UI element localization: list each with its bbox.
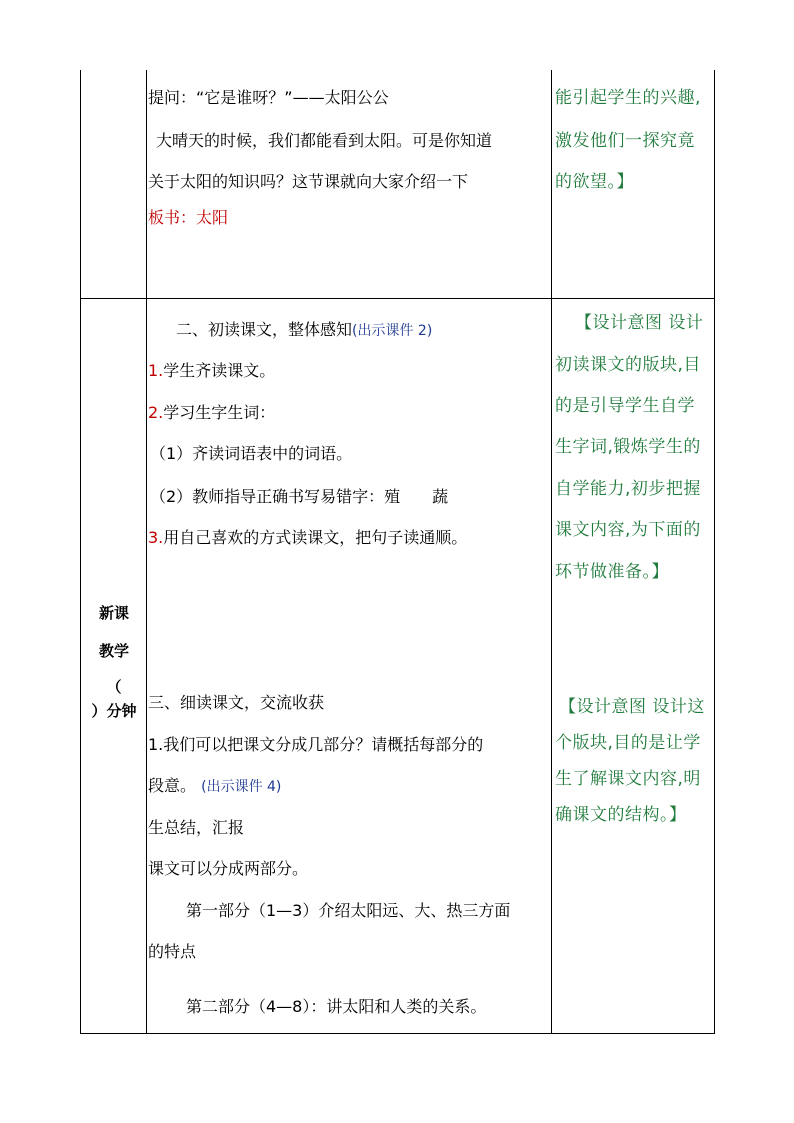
section3-question-cont-text: 段意。	[148, 776, 197, 795]
design-intent-3-line4: 确课文的结构。】	[555, 805, 687, 825]
section3-heading: 三、细读课文，交流收获	[148, 693, 325, 712]
item1-text: 学生齐读课文。	[163, 361, 276, 380]
section2-item1	[148, 361, 275, 381]
stage-label-line4: ）分钟	[91, 702, 137, 720]
table-divider-col2	[551, 70, 552, 1034]
design-intent-1-line2: 激发他们一探究竟	[555, 131, 695, 151]
table-border-left	[80, 70, 81, 1034]
design-intent-1-line3: 的欲望。】	[555, 172, 634, 192]
design-intent-2-line1: 【设计意图 设计	[575, 313, 704, 333]
table-divider-col1	[146, 70, 147, 1034]
design-intent-2-line5: 自学能力,初步把握	[555, 479, 701, 499]
section2-sub2: （2）教师指导正确书写易错字：殖 蔬	[150, 487, 449, 506]
section3-part1-cont: 的特点	[148, 942, 197, 961]
section2-heading	[176, 320, 432, 341]
section3-part2: 第二部分（4—8）：讲太阳和人类的关系。	[186, 997, 487, 1016]
item3-number: 3.	[148, 528, 164, 547]
board-note: 板书：太阳	[148, 208, 229, 227]
section2-heading-text: 二、初读课文，整体感知	[176, 320, 353, 339]
stage-label-line1: 新课	[98, 604, 129, 622]
stage-label-line3: （	[106, 678, 122, 696]
section3-summary: 生总结，汇报	[148, 818, 245, 837]
section3-question: 1.我们可以把课文分成几部分？请概括每部分的	[148, 735, 484, 754]
design-intent-2-line6: 课文内容,为下面的	[555, 520, 701, 540]
design-intent-3-line2: 个版块,目的是让学	[555, 733, 701, 753]
table-row-divider	[80, 298, 715, 299]
item1-number: 1.	[148, 361, 164, 380]
item3-text: 用自己喜欢的方式读课文，把句子读通顺。	[163, 528, 468, 547]
intro-line-3: 关于太阳的知识吗？这节课就向大家介绍一下	[148, 172, 469, 191]
section2-item2	[148, 403, 275, 423]
item2-text: 学习生字生词：	[163, 403, 276, 422]
section2-sub1: （1）齐读词语表中的词语。	[150, 444, 353, 463]
design-intent-2-line2: 初读课文的版块,目	[555, 355, 701, 375]
design-intent-1-line1: 能引起学生的兴趣,	[555, 88, 701, 108]
stage-label-line2: 教学	[98, 642, 129, 660]
design-intent-3-line1: 【设计意图 设计这	[559, 697, 705, 717]
courseware-ref-2: (出示课件 2)	[352, 323, 433, 339]
section3-two-parts: 课文可以分成两部分。	[148, 859, 309, 878]
intro-question: 提问：“它是谁呀？”——太阳公公	[148, 88, 389, 107]
courseware-ref-4: (出示课件 4)	[201, 779, 282, 795]
section2-item3	[148, 528, 467, 548]
section3-part1: 第一部分（1—3）介绍太阳远、大、热三方面	[186, 901, 511, 920]
design-intent-2-line7: 环节做准备。】	[555, 562, 669, 582]
design-intent-2-line4: 生字词,锻炼学生的	[555, 437, 701, 457]
table-border-bottom	[80, 1033, 715, 1034]
table-border-right	[714, 70, 715, 1034]
design-intent-2-line3: 的是引导学生自学	[555, 396, 695, 416]
intro-line-2: 大晴天的时候，我们都能看到太阳。可是你知道	[156, 131, 493, 150]
item2-number: 2.	[148, 403, 164, 422]
section3-question-cont	[148, 776, 281, 797]
design-intent-3-line3: 生了解课文内容,明	[555, 769, 701, 789]
